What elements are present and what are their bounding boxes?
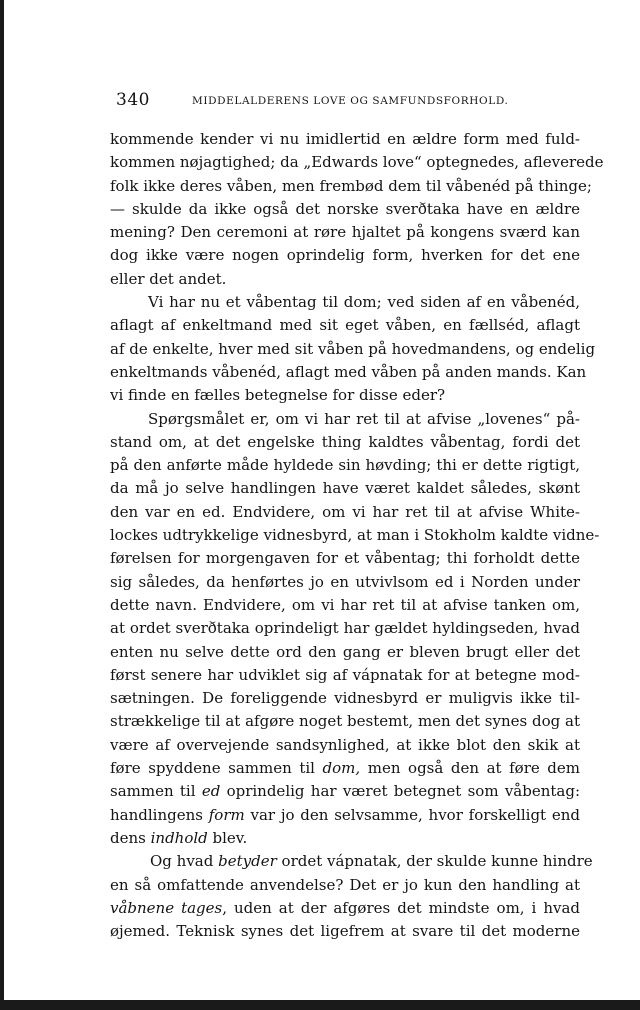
text-line: dette navn. Endvidere, om vi har ret til at afvise tanken om, — [110, 595, 580, 614]
text-line: folk ikke deres våben, men frembød dem til våbenéd på thinge; — [110, 176, 592, 195]
text-line: være af overvejende sandsynlighed, at ikke blot den skik at — [110, 735, 580, 754]
text-line — [110, 850, 593, 873]
text-line — [110, 780, 580, 803]
text-line: mening? Den ceremoni at røre hjaltet på kongens sværd kan — [110, 223, 580, 242]
text-run: men også den at føre dem — [360, 759, 581, 778]
scan-left-edge — [0, 0, 4, 1010]
text-run: blev. — [207, 828, 248, 847]
text-run: sammen til — [110, 782, 202, 801]
text-line: — skulde da ikke også det norske sverðtaka have en ældre — [110, 199, 580, 218]
text-line: strækkelige til at afgøre noget bestemt, men det synes dog at — [110, 712, 580, 731]
running-title: MIDDELALDERENS LOVE OG SAMFUNDSFORHOLD. — [192, 95, 509, 107]
text-line: på den anførte måde hyldede sin høvding; thi er dette rigtigt, — [110, 456, 580, 475]
text-line: at ordet sverðtaka oprindeligt har gældet hyldingseden, hvad — [110, 619, 580, 638]
text-line — [110, 757, 580, 780]
text-line: vi finde en fælles betegnelse for disse eder? — [110, 386, 446, 405]
text-line: lockes udtrykkelige vidnesbyrd, at man i Stokholm kaldte vidne- — [110, 526, 600, 545]
italic-word: form — [208, 805, 245, 824]
italic-word: betyder — [218, 852, 277, 871]
page-header — [110, 90, 580, 112]
text-line — [110, 804, 580, 827]
text-run: handlingens — [110, 805, 209, 824]
text-line: Vi har nu et våbentag til dom; ved siden af en våbenéd, — [148, 293, 580, 312]
text-run: Og hvad — [150, 852, 219, 871]
italic-word: dom, — [322, 759, 361, 778]
text-run: oprindelig har været betegnet som våbentag: — [220, 782, 580, 801]
text-line: aflagt af enkeltmand med sit eget våben, en fællséd, aflagt — [110, 316, 580, 335]
text-line: sætningen. De foreliggende vidnesbyrd er muligvis ikke til- — [110, 689, 580, 708]
text-line: sig således, da henførtes jo en utvivlsom ed i Norden under — [110, 572, 580, 591]
text-line: førelsen for morgengaven for et våbentag; thi forholdt dette — [110, 549, 580, 568]
text-line — [110, 897, 580, 920]
text-run: dens — [110, 828, 151, 847]
text-line: Spørgsmålet er, om vi har ret til at afvise „lovenes“ på- — [148, 409, 580, 428]
text-line: af de enkelte, hver med sit våben på hovedmandens, og endelig — [110, 339, 596, 358]
scan-bottom-edge — [0, 1000, 640, 1010]
text-line: enkeltmands våbenéd, aflagt med våben på anden mands. Kan — [110, 362, 587, 381]
italic-phrase: våbnene tages — [110, 898, 223, 917]
body-text — [110, 128, 604, 943]
text-line: dog ikke være nogen oprindelig form, hverken for det ene — [110, 246, 580, 265]
page-number: 340 — [116, 90, 150, 110]
text-line: eller det andet. — [110, 269, 227, 288]
text-line: kommende kender vi nu imidlertid en ældre form med fuld- — [110, 130, 580, 148]
text-run: ordet vápnatak, der skulde kunne hindre — [276, 852, 593, 871]
text-run: var jo den selvsamme, hvor forskelligt end — [244, 805, 580, 824]
text-line: den var en ed. Endvidere, om vi har ret til at afvise White- — [110, 502, 580, 521]
text-line: en så omfattende anvendelse? Det er jo kun den handling at — [110, 875, 580, 894]
text-line: da må jo selve handlingen have været kaldet således, skønt — [110, 479, 580, 498]
text-line: kommen nøjagtighed; da „Edwards love“ optegnedes, afleverede — [110, 153, 604, 172]
text-line: stand om, at det engelske thing kaldtes våbentag, fordi det — [110, 432, 580, 451]
text-line: først senere har udviklet sig af vápnatak for at betegne mod- — [110, 665, 580, 684]
text-run: , uden at der afgøres det mindste om, i hvad — [222, 898, 580, 917]
text-line — [110, 827, 580, 850]
italic-word: ed — [201, 782, 221, 801]
text-run: føre spyddene sammen til — [110, 759, 323, 778]
text-line: øjemed. Teknisk synes det ligefrem at svare til det moderne — [110, 922, 580, 941]
text-line: enten nu selve dette ord den gang er bleven brugt eller det — [110, 642, 580, 661]
italic-word: indhold — [150, 828, 208, 847]
